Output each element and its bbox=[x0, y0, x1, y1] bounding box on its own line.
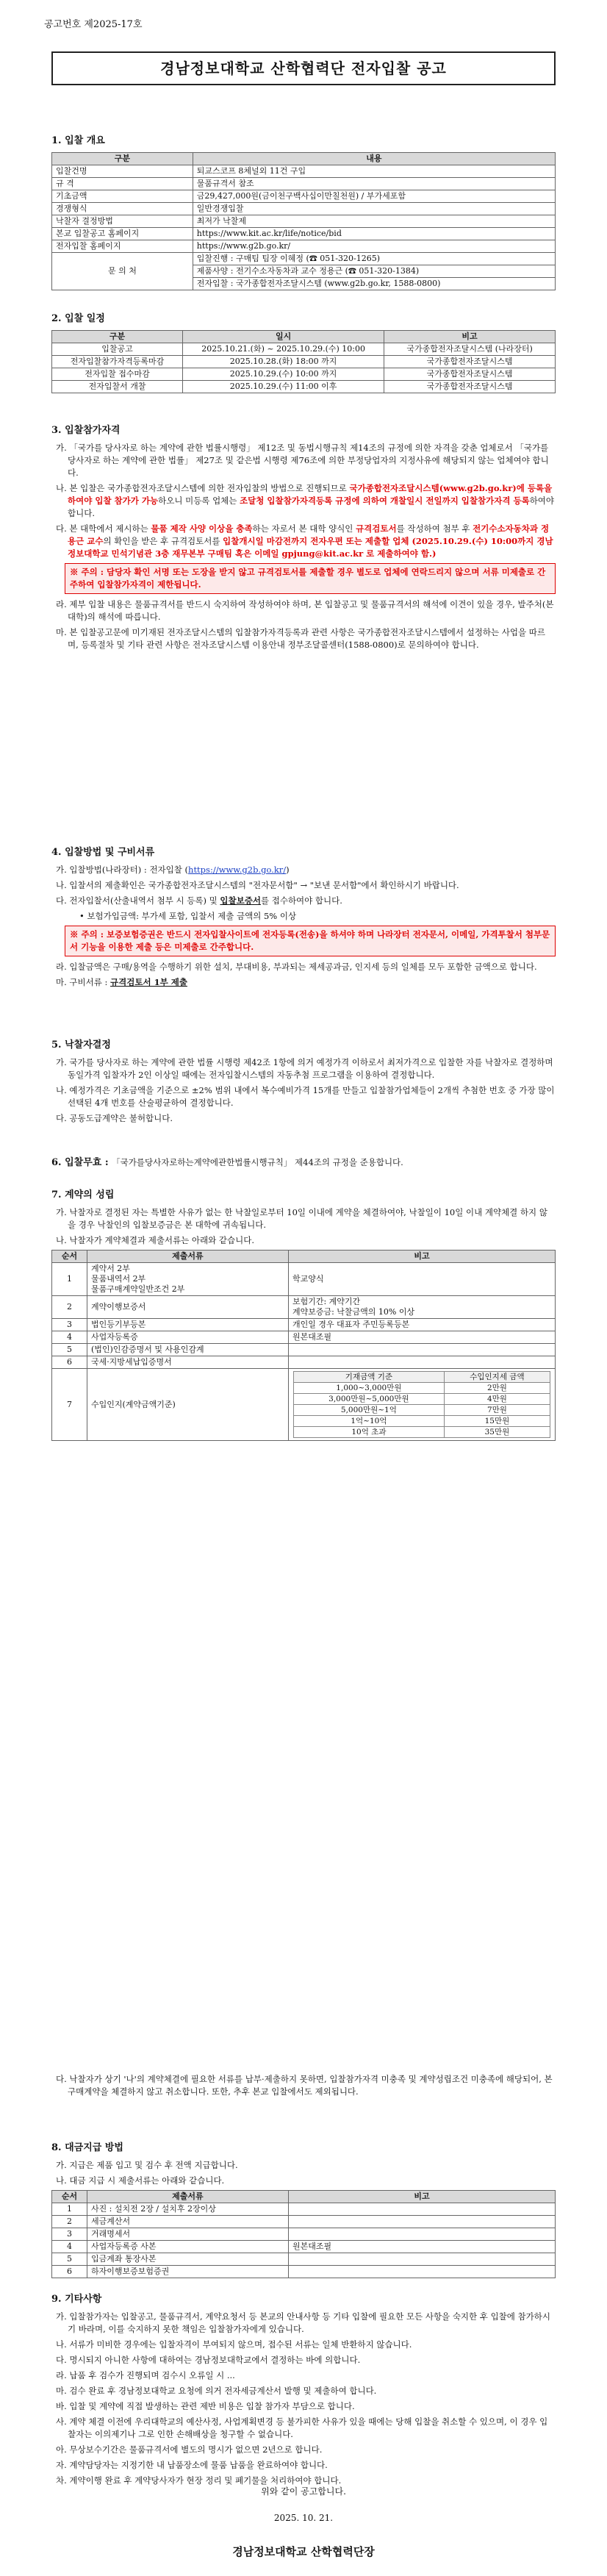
section-title: 3. 입찰참가자격 bbox=[51, 425, 121, 436]
list-item: 아. 무상보수기간은 물품규격서에 별도의 명시가 없으면 2년으로 합니다. bbox=[56, 2444, 323, 2455]
row-value: 최저가 낙찰제 bbox=[193, 215, 555, 228]
table-row: 3 법인등기부등본 개인일 경우 대표자 주민등록등본 bbox=[52, 1319, 556, 1331]
table-header: 순서 bbox=[52, 1251, 87, 1263]
warning-note: ※ 주의 : 담당자 확인 서명 또는 도장을 받지 않고 규격검토서를 제출할 경우 별도로 업체에 연락드리지 않으며 서류 미제출로 간주하여 입찰참가자격이 제한됩니다. bbox=[65, 563, 556, 594]
contact-item: 입찰진행 : 구매팀 팀장 이혜정 (☎ 051-320-1265) bbox=[193, 253, 555, 265]
table-header: 비고 bbox=[384, 331, 556, 343]
table-row: 3 거래명세서 bbox=[52, 2228, 556, 2241]
table-row: 전자입찰참가자격등록마감 2025.10.28.(화) 18:00 까지 국가종합전자조달시스템 bbox=[52, 356, 556, 368]
paragraph: 가. 국가를 당사자로 하는 계약에 관한 법률 시행령 제42조 1항에 의거 예정가격 이하로서 최저가격으로 입찰한 자를 낙찰자로 결정하며 동일가격 입찰자가 2인 이상일 때에는 전자입찰시스템의 자동추첨 프로그램을 이용하여 결정합니다. bbox=[56, 1057, 553, 1080]
paragraph: 라. 입찰금액은 구매/용역을 수행하기 위한 설치, 부대비용, 부과되는 제세공과금, 인지세 등의 일체를 모두 포함한 금액으로 합니다. bbox=[56, 962, 537, 972]
paragraph: 나. 낙찰자가 계약체결과 제출서류는 아래와 같습니다. bbox=[56, 1235, 254, 1245]
table-row: 2 세금계산서 bbox=[52, 2216, 556, 2228]
section-title: 5. 낙찰자결정 bbox=[51, 1040, 111, 1051]
table-row: 5 입금계좌 통장사본 bbox=[52, 2253, 556, 2266]
section-schedule bbox=[51, 310, 556, 393]
paragraph: 나. 대금 지급 시 제출서류는 아래와 같습니다. bbox=[56, 2175, 225, 2186]
table-row: 전자입찰 접수마감 2025.10.29.(수) 10:00 까지 국가종합전자조달시스템 bbox=[52, 368, 556, 381]
contract-docs-table bbox=[51, 1250, 556, 1441]
list-item: 바. 입찰 및 계약에 직접 발생하는 관련 제반 비용은 입찰 참가자 부담으로 합니다. bbox=[56, 2401, 355, 2411]
section-title: 9. 기타사항 bbox=[51, 2294, 102, 2305]
row-label: 낙찰자 결정방법 bbox=[52, 215, 193, 228]
table-row: 4 사업자등록증 사본 원본대조필 bbox=[52, 2241, 556, 2253]
list-item: 다. 명시되지 아니한 사항에 대하여는 경남정보대학교에서 결정하는 바에 의합니다. bbox=[56, 2355, 361, 2365]
contact-label: 문 의 처 bbox=[52, 253, 193, 290]
row-label: 기초금액 bbox=[52, 190, 193, 203]
section-title: 8. 대금지급 방법 bbox=[51, 2142, 123, 2153]
section-title: 4. 입찰방법 및 구비서류 bbox=[51, 847, 155, 858]
contact-item: 제품사양 : 전기수소자동차과 교수 정용근 (☎ 051-320-1384) bbox=[193, 265, 555, 278]
paragraph: 다. 낙찰자가 상기 '나'의 계약체결에 필요한 서류를 납부·제출하지 못하면, 입찰참가자격 미충족 및 계약성립조건 미충족에 해당되어, 본 구매계약을 체결하지 않고 취소합니다. 또한, 추후 본교 입찰에서도 제외됩니다. bbox=[56, 2074, 553, 2097]
bid-notice-link[interactable]: https://www.kit.ac.kr/life/notice/bid bbox=[193, 228, 555, 240]
section-title: 6. 입찰무효 : 「국가를당사자로하는계약에관한법률시행규칙」 제44조의 규정을 준용합니다. bbox=[51, 1157, 403, 1168]
paragraph: 마. 구비서류 : 규격검토서 1부 제출 bbox=[56, 977, 187, 987]
table-header: 구분 bbox=[52, 153, 193, 165]
paragraph: 가. 지급은 제품 입고 및 검수 후 전액 지급합니다. bbox=[56, 2160, 238, 2170]
table-row bbox=[52, 240, 556, 253]
table-row bbox=[52, 215, 556, 228]
section-payment bbox=[51, 2139, 556, 2278]
section-eligibility bbox=[51, 422, 556, 654]
paragraph: 가. 낙찰자로 결정된 자는 특별한 사유가 없는 한 낙찰일로부터 10일 이내에 계약을 체결하여야, 낙찰일이 10일 이내 계약체결 하지 않을 경우 낙찰인의 입찰보증금은 본 대학에 귀속됩니다. bbox=[56, 1207, 547, 1230]
table-header: 제출서류 bbox=[87, 1251, 288, 1263]
paragraph: 라. 제부 입찰 내용은 물품규격서를 반드시 숙지하여 작성하여야 하며, 본 입찰공고 및 물품규격서의 해석에 이견이 있을 경우, 발주처(본대학)의 해석에 따릅니다. bbox=[56, 599, 554, 622]
paragraph: 다. 공동도급계약은 불허합니다. bbox=[56, 1113, 173, 1123]
paragraph: 다. 전자입찰서(산출내역서 첨부 시 등록) 및 입찰보증서를 접수하여야 합니다. bbox=[56, 895, 342, 906]
row-value: 금29,427,000원(금이천구백사십이만칠천원) / 부가세포함 bbox=[193, 190, 555, 203]
contact-item: 전자입찰 : 국가종합전자조달시스템 (www.g2b.go.kr, 1588-0800) bbox=[193, 278, 555, 290]
section-invalid bbox=[51, 1154, 556, 1174]
table-header: 비고 bbox=[288, 2191, 555, 2203]
table-row bbox=[52, 228, 556, 240]
issuer-name: 경남정보대학교 산학협력단장 bbox=[232, 2545, 375, 2558]
payment-docs-table bbox=[51, 2190, 556, 2278]
section-misc bbox=[51, 2291, 556, 2490]
table-row bbox=[52, 190, 556, 203]
table-row bbox=[52, 253, 556, 265]
row-value: 퇴교스코프 8체널외 11건 구입 bbox=[193, 165, 555, 178]
row-value: 일반경쟁입찰 bbox=[193, 203, 555, 215]
table-row bbox=[52, 178, 556, 190]
closing-phrase: 위와 같이 공고합니다. bbox=[261, 2486, 346, 2497]
table-header: 제출서류 bbox=[87, 2191, 288, 2203]
paragraph: 가. 입찰방법(나라장터) : 전자입찰 (https://www.g2b.go.kr/) bbox=[56, 865, 290, 875]
list-item: 자. 계약담당자는 지정기한 내 납품장소에 물품 납품을 완료하여야 합니다. bbox=[56, 2460, 328, 2470]
paragraph: 가. 「국가를 당사자로 하는 계약에 관한 법률시행령」 제12조 및 동법시행규칙 제14조의 규정에 의한 자격을 갖춘 업체로서 「국가를 당사자로 하는 계약에 관한 법률」 제27조 및 같은법 시행령 제76조에 의한 부정당업자의 지정사유에 해당되지 않는 업체여야 합니다. bbox=[56, 443, 549, 478]
table-row: 1 사진 : 설치전 2장 / 설치후 2장이상 bbox=[52, 2203, 556, 2216]
row-label: 본교 입찰공고 홈페이지 bbox=[52, 228, 193, 240]
e-bid-link[interactable]: https://www.g2b.go.kr/ bbox=[193, 240, 555, 253]
table-row: 7 수입인지(계약금액기준) 기재금액 기준 수입인지세 금액 1,000~3,000만원 2만원 3,000만원~5,000만원 4만원 5,000만원~1억 7만원 1억~10억 15만원 10억 초과 35만원 bbox=[52, 1369, 556, 1441]
section-contract-cont bbox=[51, 2073, 556, 2101]
table-row bbox=[52, 165, 556, 178]
table-row: 1 계약서 2부 물품내역서 2부 물품구매계약일반조건 2부 학교양식 bbox=[52, 1263, 556, 1296]
table-row: 6 국세·지방세납입증명서 bbox=[52, 1356, 556, 1369]
paragraph: 다. 본 대학에서 제시하는 물품 제작 사양 이상을 충족하는 자로서 본 대학 양식인 규격검토서를 작성하여 첨부 후 전기수소자동차과 정용근 교수의 확인을 받은 후 규격검토서를 입찰개시일 마감전까지 전자우편 또는 제출할 업체 (2025.10.29.(수) 10:00까지 경남정보대학교 민석기념관 3층 재무본부 구매팀 혹은 이메일 gpjung@kit.ac.kr 로 제출하여야 함.) bbox=[56, 523, 553, 559]
section-winner bbox=[51, 1037, 556, 1128]
paragraph: 마. 본 입찰공고문에 미기재된 전자조달시스템의 입찰참가자격등록과 관련 사항은 국가종합전자조달시스템에서 설정하는 사업을 따르며, 등록절차 및 기타 관련 사항은 전자조달시스템 이용안내 정부조달콜센터(1588-0800)로 문의하여야 합니다. bbox=[56, 627, 545, 650]
list-item: 나. 서류가 미비한 경우에는 입찰자격이 부여되지 않으며, 접수된 서류는 일체 반환하지 않습니다. bbox=[56, 2339, 412, 2350]
section-title: 7. 계약의 성립 bbox=[51, 1189, 115, 1201]
table-header: 비고 bbox=[288, 1251, 555, 1263]
row-label: 입찰건명 bbox=[52, 165, 193, 178]
table-row: 5 (법인)인감증명서 및 사용인감계 bbox=[52, 1344, 556, 1356]
list-item: 사. 계약 체결 이전에 우리대학교의 예산사정, 사업계획변경 등 불가피한 사유가 있을 때에는 당해 입찰을 취소할 수 있으며, 이 경우 입찰자는 이의제기나 그로 인한 손해배상을 청구할 수 없습니다. bbox=[56, 2416, 548, 2439]
list-item: 라. 납품 후 검수가 진행되며 검수시 오류일 시 ... bbox=[56, 2370, 235, 2380]
overview-table bbox=[51, 152, 556, 290]
page-title: 경남정보대학교 산학협력단 전자입찰 공고 bbox=[51, 51, 556, 85]
warning-note: ※ 주의 : 보증보험증권은 반드시 전자입찰사이트에 전자등록(전송)을 하셔야 하며 나라장터 전자문서, 이메일, 가격투찰서 첨부문서 기능을 이용한 제출 등은 미제출로 간주합니다. bbox=[65, 926, 556, 956]
section-contract bbox=[51, 1187, 556, 1441]
paragraph: 나. 예정가격은 기초금액을 기준으로 ±2% 범위 내에서 복수예비가격 15개를 만들고 입찰참가업체들이 2개씩 추첨한 번호 중 가장 많이 선택된 4개 번호를 산술평균하여 결정합니다. bbox=[56, 1085, 555, 1108]
table-header: 내용 bbox=[193, 153, 555, 165]
notice-date: 2025. 10. 21. bbox=[273, 2513, 334, 2523]
row-value: 물품규격서 참조 bbox=[193, 178, 555, 190]
table-row: 6 하자이행보증보험증권 bbox=[52, 2266, 556, 2278]
list-item: 마. 검수 완료 후 경남정보대학교 요청에 의거 전자세금계산서 발행 및 제출하여 합니다. bbox=[56, 2386, 377, 2396]
paragraph: 나. 입찰서의 제출확인은 국가종합전자조달시스템의 "전자문서함" → "보낸 문서함"에서 확인하시기 바랍니다. bbox=[56, 880, 459, 890]
section-title: 2. 입찰 일정 bbox=[51, 313, 105, 324]
paragraph: 나. 본 입찰은 국가종합전자조달시스템에 의한 전자입찰의 방법으로 진행되므로 국가종합전자조달시스템(www.g2b.go.kr)에 등록을 하여야 입찰 참가가 가능하오니 미등록 업체는 조달청 입찰참가자격등록 규정에 의하여 개찰일시 전일까지 입찰참가자격 등록하여야 합니다. bbox=[56, 483, 555, 518]
row-label: 규 격 bbox=[52, 178, 193, 190]
table-header: 일시 bbox=[183, 331, 384, 343]
schedule-table bbox=[51, 330, 556, 393]
stamp-tax-table: 기재금액 기준 수입인지세 금액 1,000~3,000만원 2만원 3,000만원~5,000만원 4만원 5,000만원~1억 7만원 1억~10억 15만원 10억 초과 35만원 bbox=[293, 1371, 550, 1438]
section-bid-method bbox=[51, 844, 556, 992]
sub-item: • 보험가입금액: 부가세 포함, 입찰서 제출 금액의 5% 이상 bbox=[79, 911, 297, 921]
table-header: 구분 bbox=[52, 331, 183, 343]
notice-number: 공고번호 제2025-17호 bbox=[44, 19, 143, 30]
table-row: 전자입찰서 개찰 2025.10.29.(수) 11:00 이후 국가종합전자조달시스템 bbox=[52, 381, 556, 393]
section-title: 1. 입찰 개요 bbox=[51, 135, 105, 146]
list-item: 차. 계약이행 완료 후 계약당사자가 현장 정리 및 폐기물을 처리하여야 합니다. bbox=[56, 2475, 342, 2486]
table-row: 입찰공고 2025.10.21.(화) ~ 2025.10.29.(수) 10:00 국가종합전자조달시스템 (나라장터) bbox=[52, 343, 556, 356]
row-label: 경쟁형식 bbox=[52, 203, 193, 215]
table-row: 4 사업자등록증 원본대조필 bbox=[52, 1331, 556, 1344]
table-row: 2 계약이행보증서 보험기간: 계약기간 계약보증금: 낙찰금액의 10% 이상 bbox=[52, 1296, 556, 1319]
table-header: 순서 bbox=[52, 2191, 87, 2203]
row-label: 전자입찰 홈페이지 bbox=[52, 240, 193, 253]
table-row bbox=[52, 203, 556, 215]
list-item: 가. 입찰참가자는 입찰공고, 물품규격서, 계약요청서 등 본교의 안내사항 등 기타 입찰에 필요한 모든 사항을 숙지한 후 입찰에 참가하시기 바라며, 이를 숙지하지 못한 책임은 입찰참가자에게 있습니다. bbox=[56, 2311, 550, 2334]
section-overview bbox=[51, 132, 556, 290]
g2b-link[interactable]: https://www.g2b.go.kr/ bbox=[188, 865, 287, 875]
